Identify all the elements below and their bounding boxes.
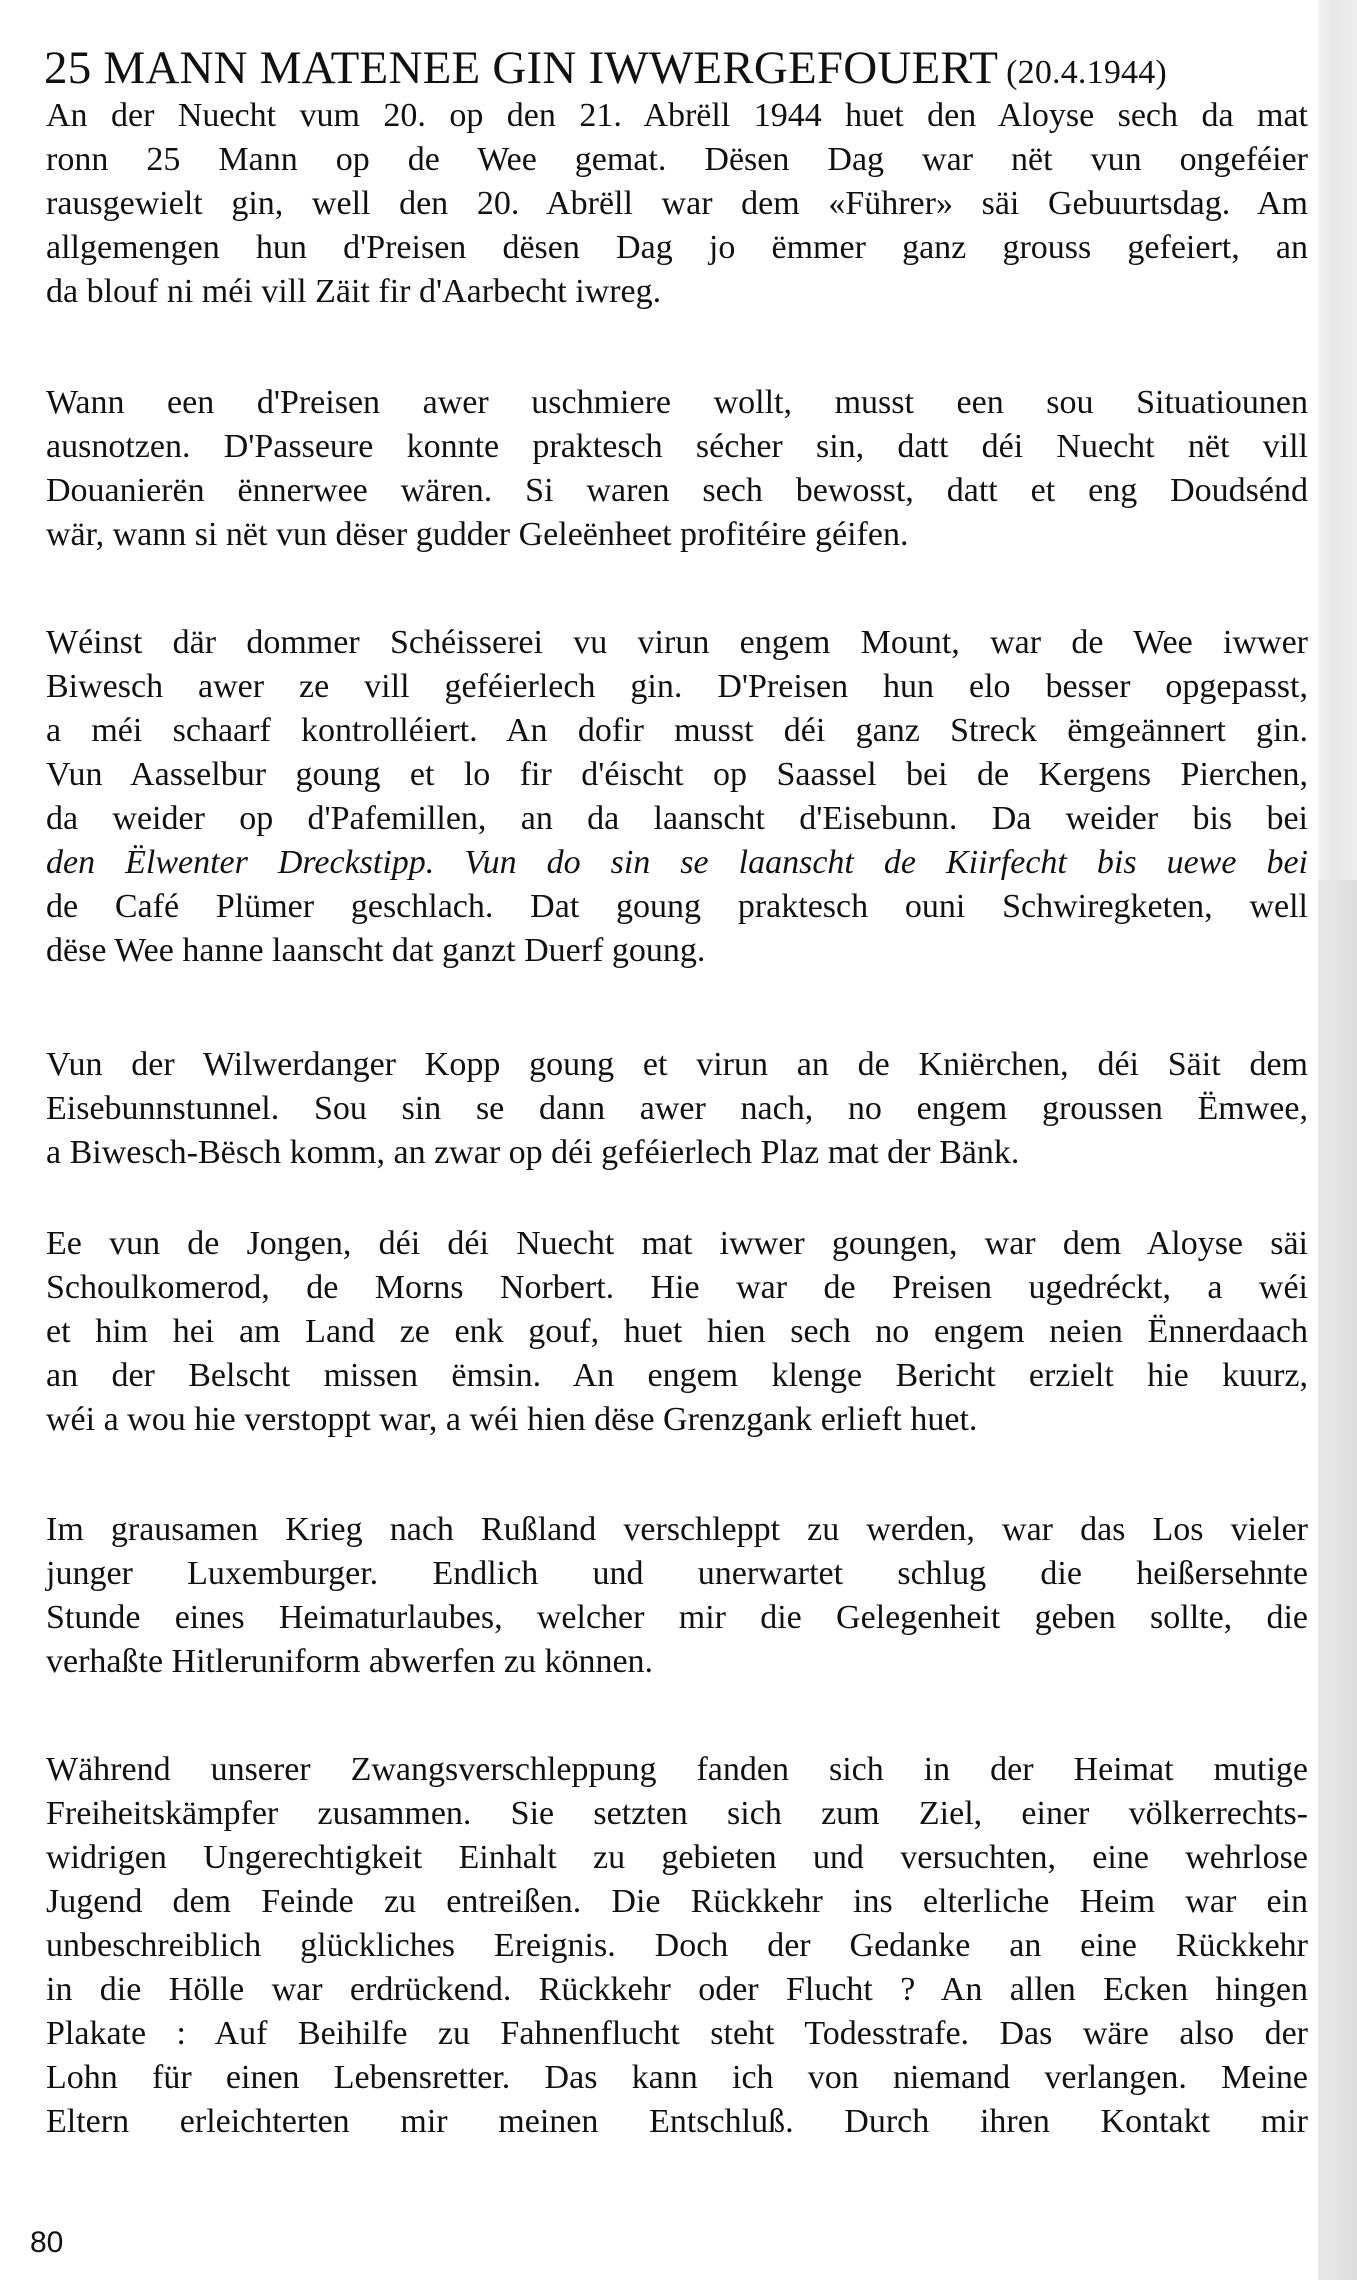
text-line: Eisebunnstunnel. Sou sin se dann awer nach, no engem groussen Ëmwee, — [46, 1090, 1308, 1127]
text-line: ausnotzen. D'Passeure konnte praktesch sécher sin, datt déi Nuecht nët vill — [46, 428, 1308, 465]
chapter-title: 25 MANN MATENEE GIN IWWERGEFOUERT — [44, 42, 999, 94]
paragraph-7 — [46, 1748, 1308, 2144]
text-line: den Ëlwenter Dreckstipp. Vun do sin se laanscht de Kiirfecht bis uewe bei — [46, 844, 1308, 881]
text-line: Schoulkomerod, de Morns Norbert. Hie war de Preisen ugedréckt, a wéi — [46, 1269, 1308, 1306]
text-line: unbeschreiblich glückliches Ereignis. Doch der Gedanke an eine Rückkehr — [46, 1927, 1308, 1964]
text-line: Douanierën ënnerwee wären. Si waren sech bewosst, datt et eng Doudsénd — [46, 472, 1308, 509]
text-line: Wann een d'Preisen awer uschmiere wollt, musst een sou Situatiounen — [46, 384, 1308, 421]
text-line: Eltern erleichterten mir meinen Entschluß. Durch ihren Kontakt mir — [46, 2103, 1308, 2140]
text-line: Biwesch awer ze vill geféierlech gin. D'Preisen hun elo besser opgepasst, — [46, 668, 1308, 705]
text-line: ronn 25 Mann op de Wee gemat. Dësen Dag war nët vun ongeféier — [46, 141, 1308, 178]
text-line: da weider op d'Pafemillen, an da laanscht d'Eisebunn. Da weider bis bei — [46, 800, 1308, 837]
paragraph-1 — [46, 94, 1308, 314]
paragraph-5 — [46, 1222, 1308, 1442]
text-line: verhaßte Hitleruniform abwerfen zu können. — [46, 1643, 654, 1680]
text-line: Im grausamen Krieg nach Rußland verschleppt zu werden, war das Los vieler — [46, 1511, 1308, 1548]
paragraph-2 — [46, 381, 1308, 557]
paragraph-4 — [46, 1043, 1308, 1175]
text-line: a Biwesch-Bësch komm, an zwar op déi geféierlech Plaz mat der Bänk. — [46, 1134, 1020, 1171]
text-line: Stunde eines Heimaturlaubes, welcher mir die Gelegenheit geben sollte, die — [46, 1599, 1308, 1636]
text-line: Freiheitskämpfer zusammen. Sie setzten sich zum Ziel, einer völkerrechts- — [46, 1795, 1308, 1832]
text-line: Jugend dem Feinde zu entreißen. Die Rückkehr ins elterliche Heim war ein — [46, 1883, 1308, 1920]
text-line: et him hei am Land ze enk gouf, huet hien sech no engem neien Ënnerdaach — [46, 1313, 1308, 1350]
text-line: Plakate : Auf Beihilfe zu Fahnenflucht steht Todesstrafe. Das wäre also der — [46, 2015, 1308, 2052]
text-line: Vun der Wilwerdanger Kopp goung et virun an de Kniërchen, déi Säit dem — [46, 1046, 1308, 1083]
page-number: 80 — [30, 2226, 64, 2259]
text-line: Lohn für einen Lebensretter. Das kann ich von niemand verlangen. Meine — [46, 2059, 1308, 2096]
text-line: junger Luxemburger. Endlich und unerwartet schlug die heißersehnte — [46, 1555, 1308, 1592]
text-line: de Café Plümer geschlach. Dat goung praktesch ouni Schwiregketen, well — [46, 888, 1308, 925]
chapter-date: (20.4.1944) — [1006, 54, 1167, 91]
page-edge-shadow — [1318, 0, 1357, 2280]
paragraph-6 — [46, 1508, 1308, 1684]
text-line: wéi a wou hie verstoppt war, a wéi hien dëse Grenzgank erlieft huet. — [46, 1401, 978, 1438]
text-line: Ee vun de Jongen, déi déi Nuecht mat iwwer goungen, war dem Aloyse säi — [46, 1225, 1308, 1262]
text-line: dëse Wee hanne laanscht dat ganzt Duerf goung. — [46, 932, 706, 969]
text-line: Während unserer Zwangsverschleppung fanden sich in der Heimat mutige — [46, 1751, 1308, 1788]
text-line: Vun Aasselbur goung et lo fir d'éischt op Saassel bei de Kergens Pierchen, — [46, 756, 1308, 793]
text-line: widrigen Ungerechtigkeit Einhalt zu gebieten und versuchten, eine wehrlose — [46, 1839, 1308, 1876]
paragraph-3 — [46, 621, 1308, 973]
text-line: da blouf ni méi vill Zäit fir d'Aarbecht iwreg. — [46, 273, 662, 310]
text-line: in die Hölle war erdrückend. Rückkehr oder Flucht ? An allen Ecken hingen — [46, 1971, 1308, 2008]
text-line: An der Nuecht vum 20. op den 21. Abrëll 1944 huet den Aloyse sech da mat — [46, 97, 1308, 134]
text-line: rausgewielt gin, well den 20. Abrëll war dem «Führer» säi Gebuurtsdag. Am — [46, 185, 1308, 222]
text-line: a méi schaarf kontrolléiert. An dofir musst déi ganz Streck ëmgeännert gin. — [46, 712, 1308, 749]
text-line: Wéinst där dommer Schéisserei vu virun engem Mount, war de Wee iwwer — [46, 624, 1308, 661]
text-line: an der Belscht missen ëmsin. An engem klenge Bericht erzielt hie kuurz, — [46, 1357, 1308, 1394]
text-line: wär, wann si nët vun dëser gudder Geleënheet profitéire géifen. — [46, 516, 909, 553]
text-line: allgemengen hun d'Preisen dësen Dag jo ëmmer ganz grouss gefeiert, an — [46, 229, 1308, 266]
